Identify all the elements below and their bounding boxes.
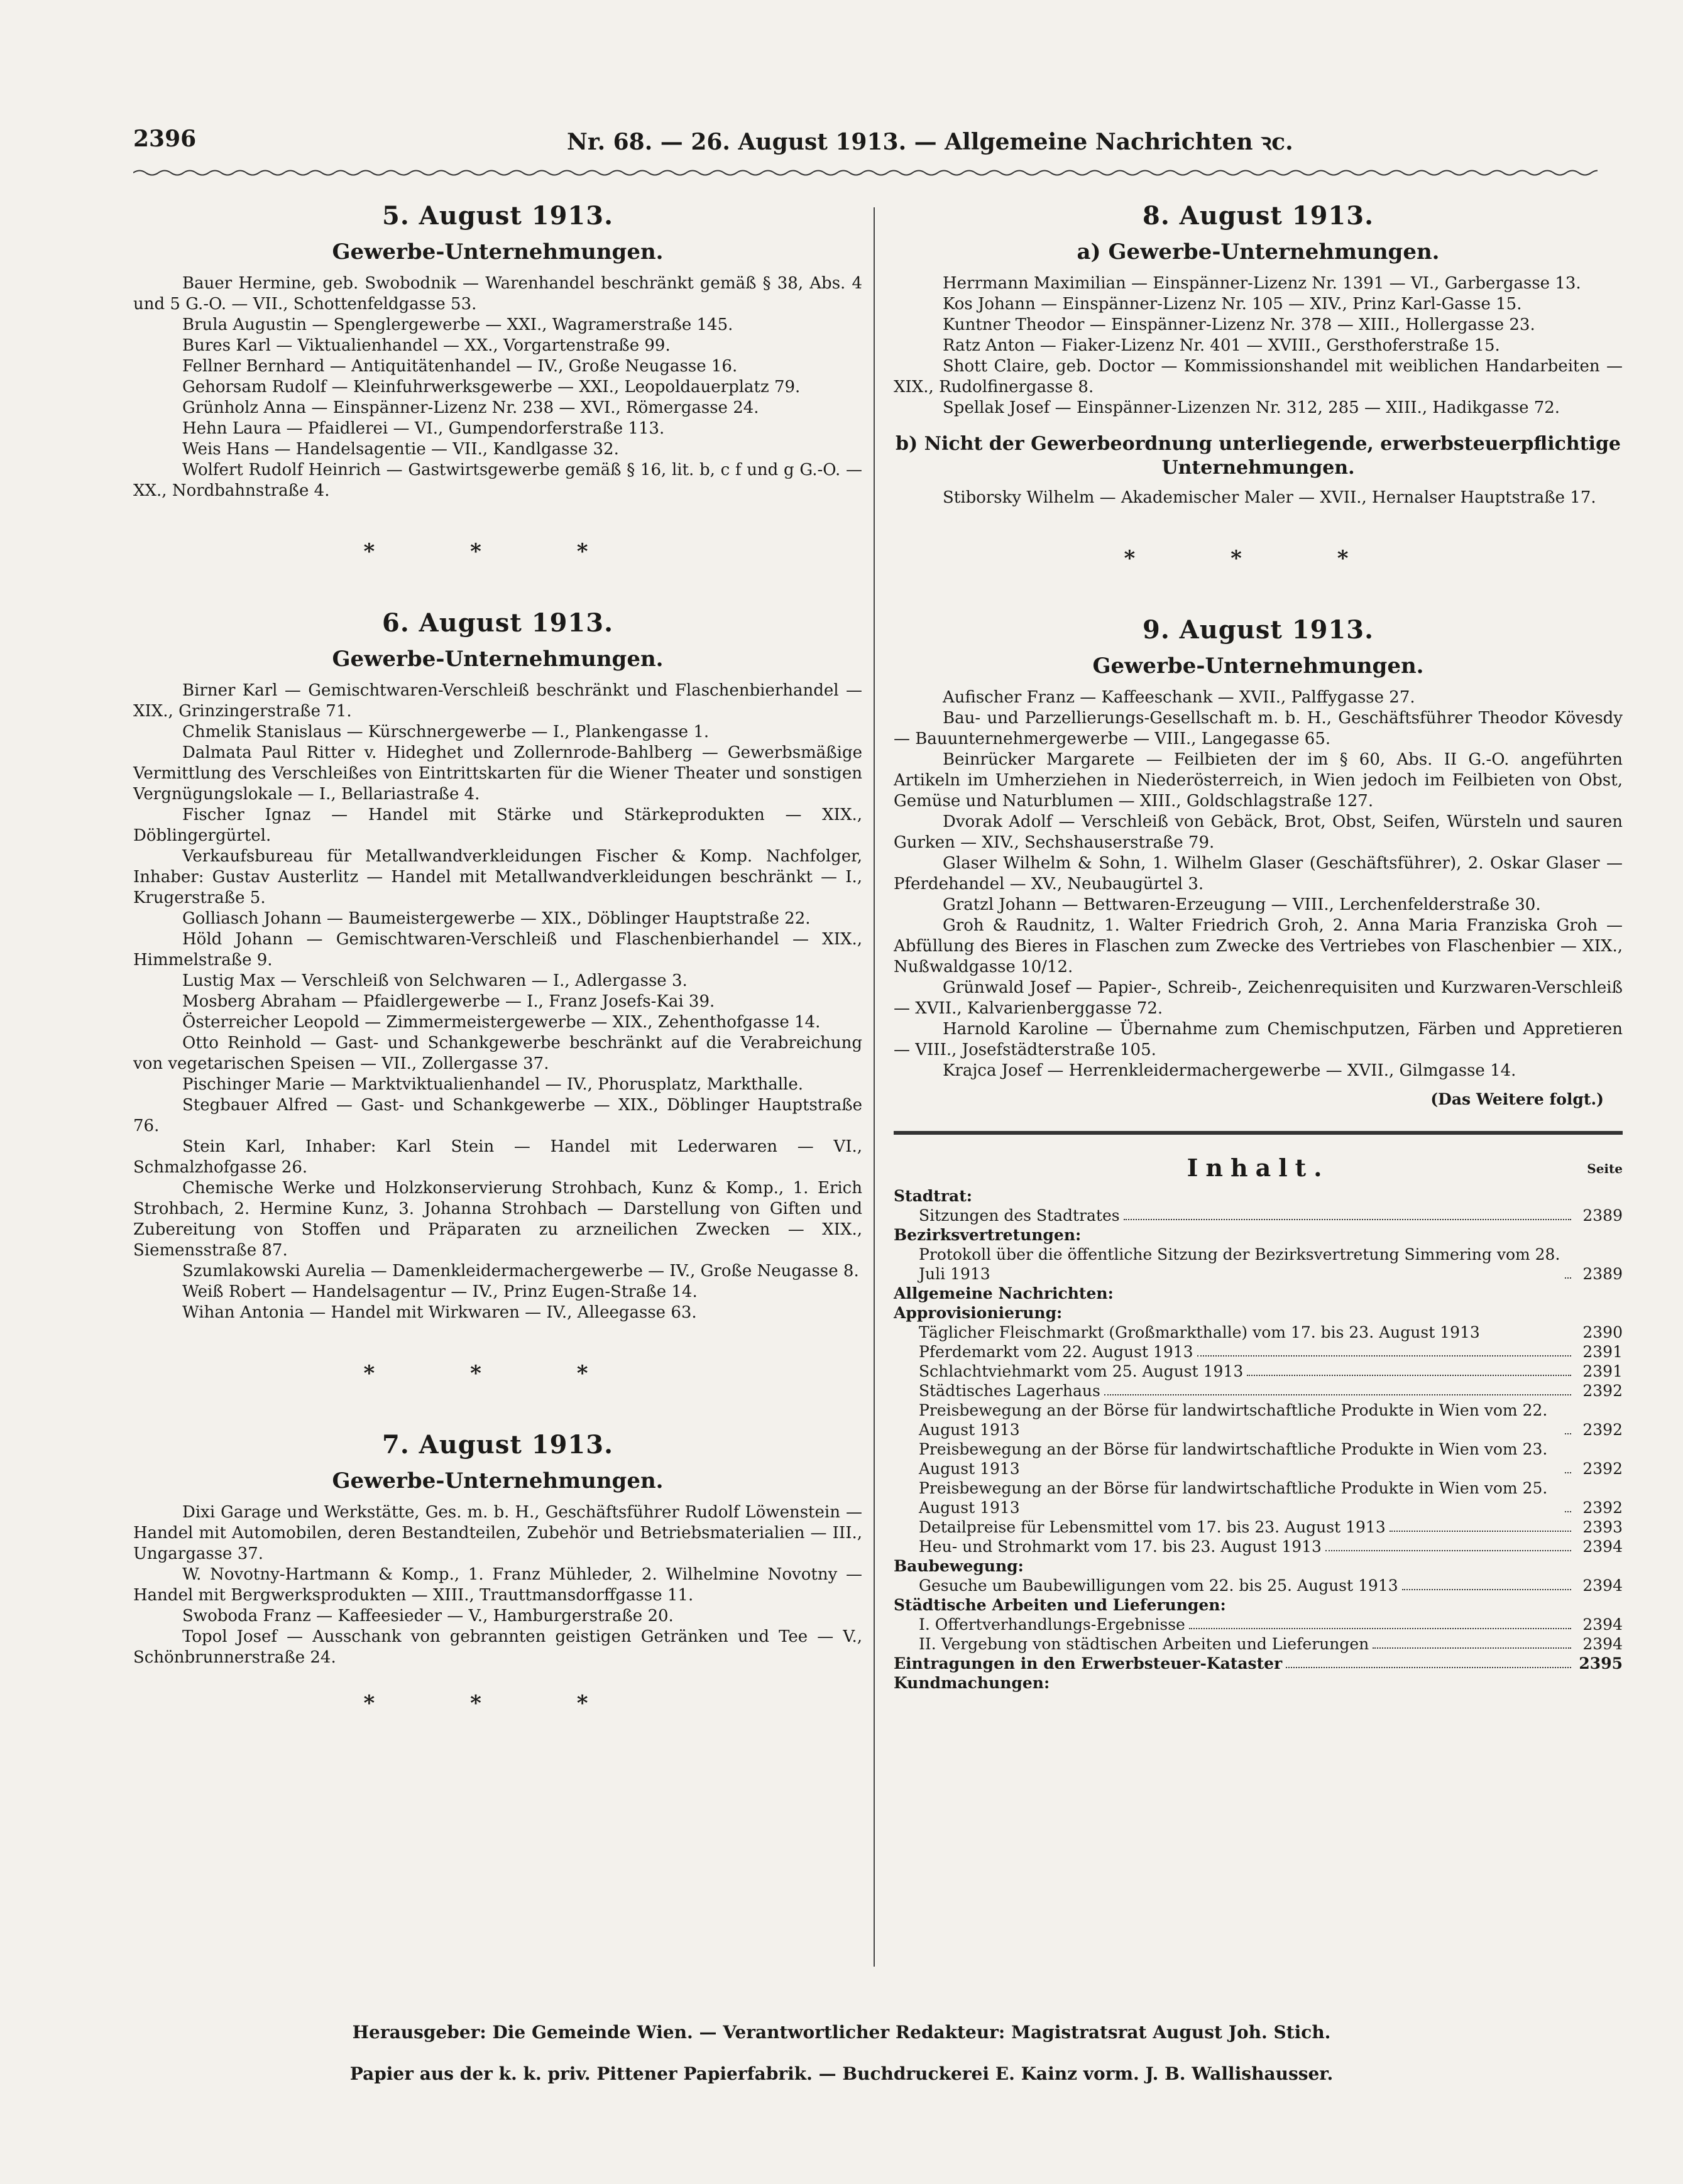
entry-list	[133, 273, 862, 501]
toc-entry-text: Preisbewegung an der Börse für landwirtschaftliche Produkte in Wien vom 22. August 1913	[919, 1401, 1548, 1439]
toc-leader-dots	[1189, 1628, 1571, 1629]
list-item: Krajca Josef — Herrenkleidermachergewerbe — XVII., Gilmgasse 14.	[943, 1061, 1516, 1080]
list-item: Lustig Max — Verschleiß von Selchwaren — I., Adlergasse 3.	[182, 971, 688, 990]
toc-leader-dots	[1565, 1277, 1571, 1279]
list-item: Verkaufsbureau für Metallwandverkleidungen Fischer & Komp. Nachfolger, Inhaber: Gustav Austerlitz — Handel mit Metallwandverkleidungen beschränkt — I., Krugerstraße 5.	[133, 847, 862, 907]
column-divider	[874, 207, 875, 1967]
toc-row	[894, 1673, 1623, 1693]
header-wavy-rule	[133, 168, 1598, 177]
section-separator-stars: * * *	[363, 1361, 632, 1386]
toc-entry-text: Städtische Arbeiten und Lieferungen:	[894, 1596, 1226, 1614]
list-item: Golliasch Johann — Baumeistergewerbe — XIX., Döblinger Hauptstraße 22.	[182, 909, 811, 928]
toc-row	[894, 1284, 1623, 1303]
list-item: Chmelik Stanislaus — Kürschnergewerbe — I., Plankengasse 1.	[182, 723, 710, 741]
entry-list	[894, 687, 1623, 1081]
toc-row	[894, 1186, 1623, 1206]
list-item: Österreicher Leopold — Zimmermeistergewerbe — XIX., Zehenthofgasse 14.	[182, 1013, 821, 1032]
toc-page-number: 2391	[1582, 1343, 1623, 1361]
toc-page-number: 2392	[1582, 1499, 1623, 1517]
toc-entry-text: Detailpreise für Lebensmittel vom 17. bis 23. August 1913	[919, 1518, 1386, 1536]
toc-entry-text: Schlachtviehmarkt vom 25. August 1913	[919, 1362, 1244, 1380]
list-item: Herrmann Maximilian — Einspänner-Lizenz Nr. 1391 — VI., Garbergasse 13.	[943, 274, 1581, 293]
list-item: Stein Karl, Inhaber: Karl Stein — Handel mit Lederwaren — VI., Schmalzhofgasse 26.	[133, 1137, 862, 1177]
toc-leader-dots	[1373, 1647, 1571, 1649]
list-item: Glaser Wilhelm & Sohn, 1. Wilhelm Glaser (Geschäftsführer), 2. Oskar Glaser — Pferdehandel — XV., Neubaugürtel 3.	[894, 854, 1623, 893]
toc-row	[894, 1381, 1623, 1400]
toc-leader-dots	[1197, 1355, 1571, 1357]
toc-leader-dots	[1390, 1531, 1571, 1532]
section-august-7	[133, 1430, 862, 1668]
section-august-8	[894, 201, 1623, 508]
list-item: Bau- und Parzellierungs-Gesellschaft m. b. H., Geschäftsführer Theodor Kövesdy — Bauunternehmergewerbe — VIII., Langegasse 65.	[894, 709, 1623, 748]
section-separator-stars: * * *	[1124, 546, 1393, 571]
imprint-publisher: Herausgeber: Die Gemeinde Wien. — Verantwortlicher Redakteur: Magistratsrat August Joh. Stich.	[352, 2022, 1331, 2043]
section-subtitle: Gewerbe-Unternehmungen.	[1092, 653, 1424, 679]
list-item: Harnold Karoline — Übernahme zum Chemischputzen, Färben und Appretieren — VIII., Josefstädterstraße 105.	[894, 1020, 1623, 1059]
toc-row	[894, 1303, 1623, 1323]
list-item: Kuntner Theodor — Einspänner-Lizenz Nr. 378 — XIII., Hollergasse 23.	[943, 315, 1535, 334]
list-item: Grünwald Josef — Papier-, Schreib-, Zeichenrequisiten und Kurzwaren-Verschleiß — XVII., Kalvarienberggasse 72.	[894, 978, 1623, 1018]
list-item: Brula Augustin — Spenglergewerbe — XXI., Wagramerstraße 145.	[182, 315, 733, 334]
list-item: Stegbauer Alfred — Gast- und Schankgewerbe — XIX., Döblinger Hauptstraße 76.	[133, 1096, 862, 1135]
toc-row	[894, 1556, 1623, 1576]
list-item: Otto Reinhold — Gast- und Schankgewerbe beschränkt auf die Verabreichung von vegetarischen Speisen — VII., Zollergasse 37.	[133, 1034, 862, 1073]
toc-page-number: 2389	[1582, 1265, 1623, 1283]
toc-row	[894, 1615, 1623, 1634]
list-item: Aufischer Franz — Kaffeeschank — XVII., Palffygasse 27.	[943, 688, 1415, 707]
section-date: 7. August 1913.	[381, 1430, 614, 1460]
list-item: Szumlakowski Aurelia — Damenkleidermachergewerbe — IV., Große Neugasse 8.	[182, 1262, 859, 1280]
list-item: W. Novotny-Hartmann & Komp., 1. Franz Mühleder, 2. Wilhelmine Novotny — Handel mit Bergwerksprodukten — XIII., Trauttmansdorffgasse 11.	[133, 1565, 862, 1605]
entry-list	[133, 1502, 862, 1668]
entry-list	[894, 488, 1623, 508]
list-item: Ratz Anton — Fiaker-Lizenz Nr. 401 — XVIII., Gersthoferstraße 15.	[943, 336, 1500, 355]
toc-entry-text: Baubewegung:	[894, 1557, 1024, 1575]
toc-entry-text: Eintragungen in den Erwerbsteuer-Kataster	[894, 1654, 1283, 1673]
section-subtitle: Gewerbe-Unternehmungen.	[332, 1468, 664, 1493]
toc-leader-dots	[1124, 1219, 1571, 1220]
toc-page-number: 2392	[1582, 1382, 1623, 1400]
list-item: Wolfert Rudolf Heinrich — Gastwirtsgewerbe gemäß § 16, lit. b, c f und g G.-O. — XX., Nordbahnstraße 4.	[133, 461, 862, 500]
list-item: Shott Claire, geb. Doctor — Kommissionshandel mit weiblichen Handarbeiten — XIX., Rudolfinergasse 8.	[894, 357, 1623, 396]
list-item: Weiß Robert — Handelsagentur — IV., Prinz Eugen-Straße 14.	[182, 1282, 698, 1301]
list-item: Spellak Josef — Einspänner-Lizenzen Nr. 312, 285 — XIII., Hadikgasse 72.	[943, 398, 1560, 417]
toc-row	[894, 1362, 1623, 1381]
toc-row	[894, 1654, 1623, 1673]
toc-list	[894, 1186, 1623, 1693]
toc-page-number: 2394	[1582, 1635, 1623, 1653]
section-august-9	[894, 615, 1623, 1108]
toc-row	[894, 1517, 1623, 1537]
continued-note: (Das Weitere folgt.)	[1430, 1090, 1604, 1108]
section-august-5	[133, 201, 862, 501]
toc-header	[894, 1154, 1623, 1184]
toc-page-number: 2393	[1582, 1518, 1623, 1536]
list-item: Wihan Antonia — Handel mit Wirkwaren — IV., Alleegasse 63.	[182, 1303, 697, 1322]
section-separator-stars: * * *	[363, 1691, 632, 1716]
toc-row	[894, 1576, 1623, 1595]
toc-entry-text: Protokoll über die öffentliche Sitzung der Bezirksvertretung Simmering vom 28. Juli 1913	[919, 1245, 1560, 1283]
toc-entry-text: Städtisches Lagerhaus	[919, 1382, 1100, 1400]
toc-leader-dots	[1325, 1550, 1571, 1551]
toc-page-number: 2394	[1582, 1537, 1623, 1556]
page-number: 2396	[133, 126, 197, 152]
list-item: Grünholz Anna — Einspänner-Lizenz Nr. 238 — XVI., Römergasse 24.	[182, 398, 759, 417]
list-item: Mosberg Abraham — Pfaidlergewerbe — I., Franz Josefs-Kai 39.	[182, 992, 715, 1011]
list-item: Bauer Hermine, geb. Swobodnik — Warenhandel beschränkt gemäß § 38, Abs. 4 und 5 G.-O. — VII., Schottenfeldgasse 53.	[133, 274, 862, 314]
entry-list	[894, 273, 1623, 418]
list-item: Hehn Laura — Pfaidlerei — VI., Gumpendorferstraße 113.	[182, 419, 665, 438]
toc-entry-text: Bezirksvertretungen:	[894, 1226, 1082, 1244]
toc-page-column-label: Seite	[1587, 1161, 1623, 1176]
list-item: Bures Karl — Viktualienhandel — XX., Vorgartenstraße 99.	[182, 336, 671, 355]
list-item: Groh & Raudnitz, 1. Walter Friedrich Groh, 2. Anna Maria Franziska Groh — Abfüllung des Bieres in Flaschen zum Zwecke des Vertriebes von Flaschenbier — XIX., Nußwaldgasse 10/12.	[894, 916, 1623, 976]
page-header-title: Nr. 68. — 26. August 1913. — Allgemeine Nachrichten ꝛc.	[567, 129, 1293, 155]
toc-row	[894, 1323, 1623, 1342]
toc-page-number: 2390	[1582, 1323, 1623, 1341]
toc-page-number: 2391	[1582, 1362, 1623, 1380]
toc-row	[894, 1400, 1623, 1439]
list-item: Kos Johann — Einspänner-Lizenz Nr. 105 — XIV., Prinz Karl-Gasse 15.	[943, 295, 1522, 314]
toc-entry-text: Allgemeine Nachrichten:	[894, 1284, 1114, 1302]
list-item: Weis Hans — Handelsagentie — VII., Kandlgasse 32.	[182, 440, 619, 459]
section-subtitle: Gewerbe-Unternehmungen.	[332, 239, 664, 265]
toc-row	[894, 1342, 1623, 1362]
imprint-printer: Papier aus der k. k. priv. Pittener Papierfabrik. — Buchdruckerei E. Kainz vorm. J. B. Wallishausser.	[349, 2063, 1334, 2084]
toc-entry-text: Stadtrat:	[894, 1187, 972, 1205]
table-of-contents	[894, 1154, 1623, 1693]
toc-page-number: 2394	[1582, 1576, 1623, 1595]
section-august-6	[133, 608, 862, 1323]
toc-entry-text: Sitzungen des Stadtrates	[919, 1206, 1120, 1225]
page-header	[133, 126, 1598, 163]
toc-page-number: 2392	[1582, 1421, 1623, 1439]
toc-row	[894, 1634, 1623, 1654]
list-item: Chemische Werke und Holzkonservierung Strohbach, Kunz & Komp., 1. Erich Strohbach, 2. Hermine Kunz, 3. Johanna Strohbach — Darstellung von Giften und Zubereitung von Stoffen und Präparaten zu arzneilichen Zwecken — XIX., Siemensstraße 87.	[133, 1179, 862, 1260]
toc-row	[894, 1537, 1623, 1556]
toc-title: Inhalt.	[1187, 1154, 1330, 1182]
toc-leader-dots	[1565, 1433, 1571, 1434]
section-date: 5. August 1913.	[381, 201, 614, 231]
section-subtitle: Gewerbe-Unternehmungen.	[332, 647, 664, 672]
toc-entry-text: Gesuche um Baubewilligungen vom 22. bis 25. August 1913	[919, 1576, 1398, 1595]
toc-entry-text: Kundmachungen:	[894, 1674, 1050, 1692]
list-item: Dixi Garage und Werkstätte, Ges. m. b. H., Geschäftsführer Rudolf Löwenstein — Handel mit Automobilen, deren Bestandteilen, Zubehör und Betriebsmaterialien — III., Ungargasse 37.	[133, 1503, 862, 1563]
list-item: Höld Johann — Gemischtwaren-Verschleiß und Flaschenbierhandel — XIX., Himmelstraße 9.	[133, 930, 862, 969]
list-item: Gehorsam Rudolf — Kleinfuhrwerksgewerbe — XXI., Leopoldauerplatz 79.	[182, 378, 801, 396]
index-separator-rule	[894, 1131, 1623, 1135]
toc-row	[894, 1245, 1623, 1284]
list-item: Fellner Bernhard — Antiquitätenhandel — IV., Große Neugasse 16.	[182, 357, 738, 376]
right-column	[894, 201, 1623, 1693]
list-item: Topol Josef — Ausschank von gebrannten geistigen Getränken und Tee — V., Schönbrunnerstraße 24.	[133, 1627, 862, 1667]
section-subtitle-b: b) Nicht der Gewerbeordnung unterliegende, erwerbsteuerpflichtige Unternehmungen.	[895, 433, 1621, 479]
toc-page-number: 2395	[1579, 1654, 1623, 1673]
list-item: Fischer Ignaz — Handel mit Stärke und Stärkeprodukten — XIX., Döblingergürtel.	[133, 805, 862, 845]
section-subtitle-a: a) Gewerbe-Unternehmungen.	[1077, 239, 1440, 265]
toc-entry-text: Heu- und Strohmarkt vom 17. bis 23. August 1913	[919, 1537, 1322, 1556]
toc-row	[894, 1439, 1623, 1478]
section-date: 6. August 1913.	[381, 608, 614, 638]
list-item: Gratzl Johann — Bettwaren-Erzeugung — VIII., Lerchenfelderstraße 30.	[943, 895, 1541, 914]
toc-entry-text: Täglicher Fleischmarkt (Großmarkthalle) vom 17. bis 23. August 1913	[919, 1323, 1480, 1341]
toc-entry-text: II. Vergebung von städtischen Arbeiten und Lieferungen	[919, 1635, 1369, 1653]
list-item: Dalmata Paul Ritter v. Hideghet und Zollernrode-Bahlberg — Gewerbsmäßige Vermittlung des Verschleißes von Eintrittskarten für die Wiener Theater und sonstigen Vergnügungslokale — I., Bellariastraße 4.	[133, 743, 862, 804]
section-separator-stars: * * *	[363, 539, 632, 564]
toc-entry-text: Preisbewegung an der Börse für landwirtschaftliche Produkte in Wien vom 25. August 1913	[919, 1479, 1548, 1517]
toc-entry-text: Preisbewegung an der Börse für landwirtschaftliche Produkte in Wien vom 23. August 1913	[919, 1440, 1548, 1478]
toc-entry-text: Approvisionierung:	[894, 1304, 1063, 1322]
toc-entry-text: Pferdemarkt vom 22. August 1913	[919, 1343, 1193, 1361]
toc-leader-dots	[1247, 1375, 1571, 1376]
toc-page-number: 2389	[1582, 1206, 1623, 1225]
section-date: 9. August 1913.	[1142, 615, 1374, 645]
list-item: Stiborsky Wilhelm — Akademischer Maler — XVII., Hernalser Hauptstraße 17.	[943, 488, 1596, 507]
toc-leader-dots	[1402, 1589, 1571, 1590]
section-date: 8. August 1913.	[1142, 201, 1374, 231]
toc-page-number: 2394	[1582, 1615, 1623, 1634]
toc-row	[894, 1206, 1623, 1225]
toc-leader-dots	[1286, 1667, 1571, 1668]
list-item: Beinrücker Margarete — Feilbieten der im § 60, Abs. II G.-O. angeführten Artikeln im Umherziehen in Niederösterreich, in Wien jedoch im Feilbieten von Obst, Gemüse und Naturblumen — XIII., Goldschlagstraße 127.	[894, 750, 1623, 811]
list-item: Birner Karl — Gemischtwaren-Verschleiß beschränkt und Flaschenbierhandel — XIX., Grinzingerstraße 71.	[133, 681, 862, 721]
toc-leader-dots	[1104, 1394, 1571, 1395]
toc-entry-text: I. Offertverhandlungs-Ergebnisse	[919, 1615, 1185, 1634]
list-item: Swoboda Franz — Kaffeesieder — V., Hamburgerstraße 20.	[182, 1607, 674, 1625]
list-item: Pischinger Marie — Marktviktualienhandel — IV., Phorusplatz, Markthalle.	[182, 1075, 803, 1094]
left-column	[133, 201, 862, 1760]
toc-leader-dots	[1565, 1472, 1571, 1473]
entry-list	[133, 680, 862, 1323]
toc-row	[894, 1478, 1623, 1517]
list-item: Dvorak Adolf — Verschleiß von Gebäck, Brot, Obst, Seifen, Würsteln und sauren Gurken — XIV., Sechshauserstraße 79.	[894, 812, 1623, 852]
toc-leader-dots	[1565, 1511, 1571, 1512]
toc-page-number: 2392	[1582, 1460, 1623, 1478]
toc-row	[894, 1225, 1623, 1245]
toc-row	[894, 1595, 1623, 1615]
